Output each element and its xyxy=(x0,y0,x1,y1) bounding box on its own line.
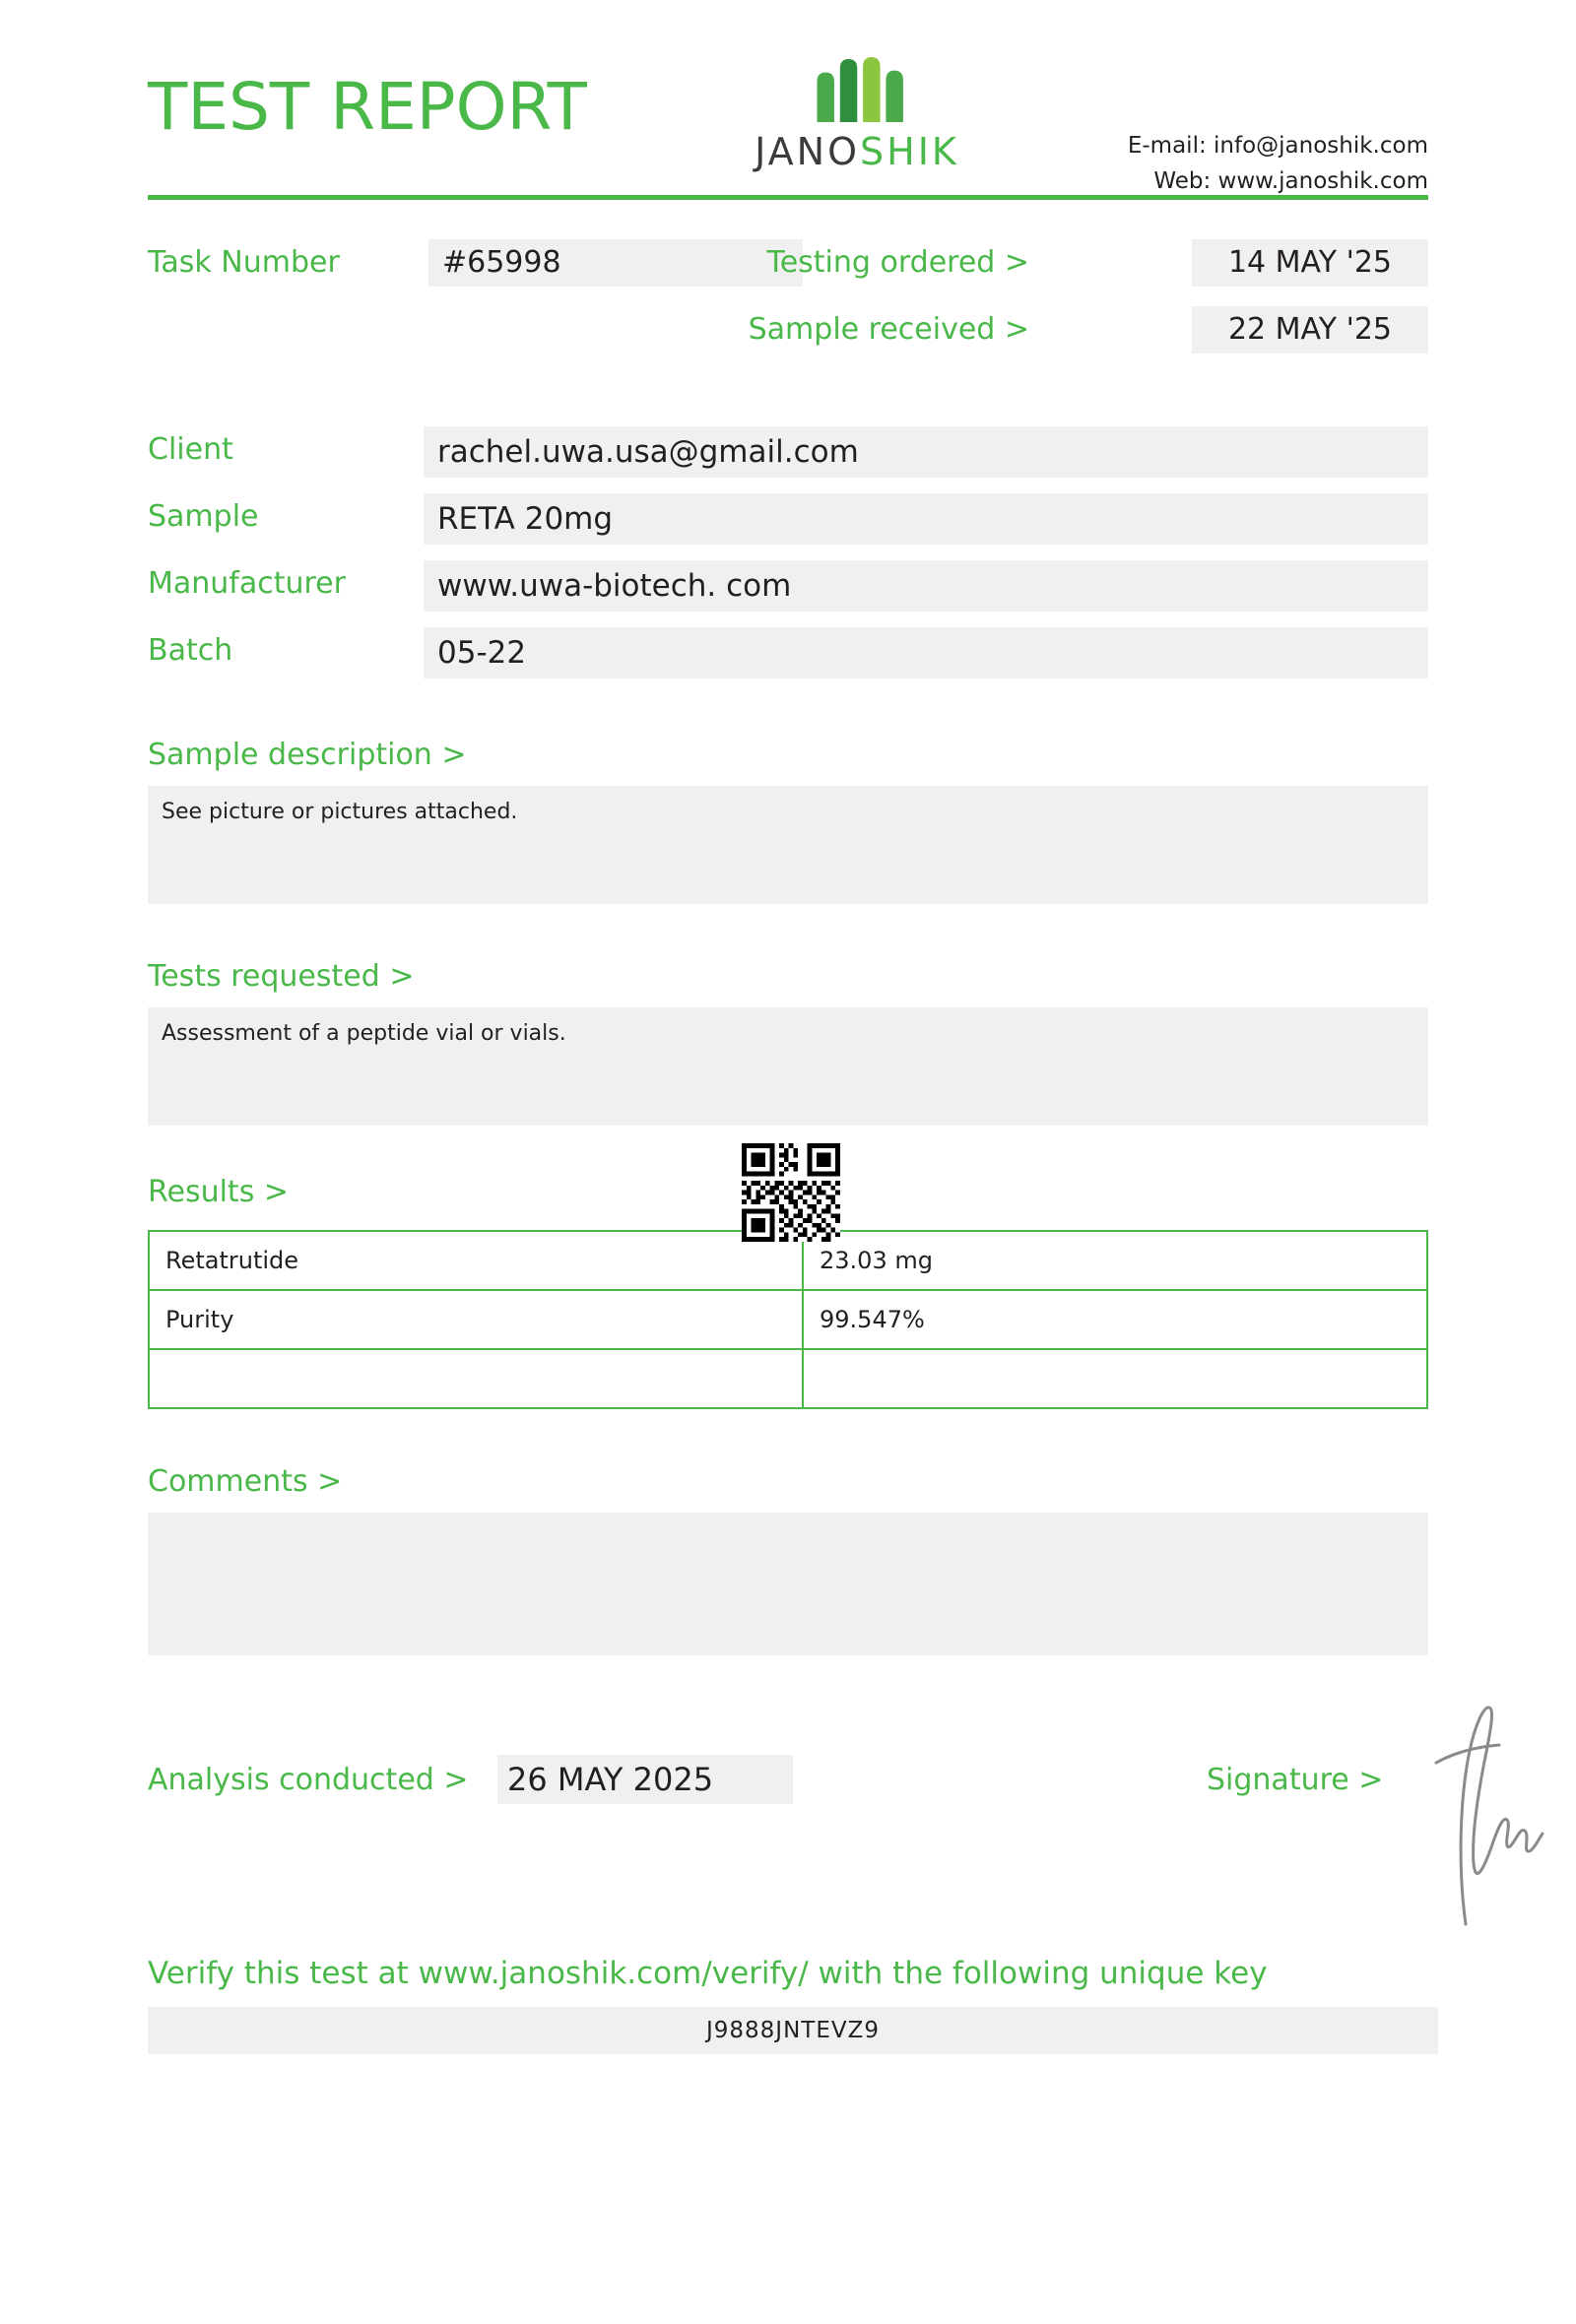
result-name-2 xyxy=(149,1349,803,1408)
results-title: Results > xyxy=(148,1175,289,1209)
result-name-0: Retatrutide xyxy=(149,1231,803,1290)
tests-requested-title: Tests requested > xyxy=(148,959,415,994)
info-row-batch xyxy=(148,627,1428,682)
result-value-0: 23.03 mg xyxy=(803,1231,1427,1290)
info-value-sample: RETA 20mg xyxy=(424,493,1428,545)
logo-wordmark-green: SHIK xyxy=(860,130,959,173)
info-value-batch: 05-22 xyxy=(424,627,1428,678)
contact-email: E-mail: info@janoshik.com xyxy=(1127,133,1428,159)
task-summary xyxy=(148,239,1428,357)
info-label-sample: Sample xyxy=(148,499,259,534)
contact-info xyxy=(1128,128,1428,199)
table-row xyxy=(149,1349,1427,1408)
logo-wordmark xyxy=(694,130,1019,173)
analysis-conducted-label: Analysis conducted > xyxy=(148,1763,469,1797)
analysis-conducted-value: 26 MAY 2025 xyxy=(497,1755,793,1804)
comments-title: Comments > xyxy=(148,1464,343,1499)
client-info xyxy=(148,426,1428,682)
results-header xyxy=(148,1175,1428,1228)
unique-key-value: J9888JNTEVZ9 xyxy=(148,2007,1438,2054)
results-table xyxy=(148,1230,1428,1409)
task-number-value: #65998 xyxy=(428,239,803,287)
info-label-client: Client xyxy=(148,432,233,467)
page-title: TEST REPORT xyxy=(148,68,587,145)
info-row-sample xyxy=(148,493,1428,549)
signature-label: Signature > xyxy=(1207,1763,1384,1797)
sample-description-title: Sample description > xyxy=(148,738,467,772)
mountain-logo-icon xyxy=(800,57,915,124)
info-row-client xyxy=(148,426,1428,482)
footer-signature-row xyxy=(148,1749,1428,1946)
contact-web: Web: www.janoshik.com xyxy=(1153,168,1428,194)
result-value-1: 99.547% xyxy=(803,1290,1427,1349)
qr-code-icon xyxy=(739,1143,843,1242)
logo-wordmark-dark: JANO xyxy=(755,130,861,173)
sample-description-text: See picture or pictures attached. xyxy=(162,800,518,824)
tests-requested-box xyxy=(148,1007,1428,1126)
info-label-batch: Batch xyxy=(148,633,233,668)
info-value-client: rachel.uwa.usa@gmail.com xyxy=(424,426,1428,478)
report-header xyxy=(148,0,1428,194)
info-label-manufacturer: Manufacturer xyxy=(148,566,346,601)
result-name-1: Purity xyxy=(149,1290,803,1349)
tests-requested-text: Assessment of a peptide vial or vials. xyxy=(162,1021,566,1046)
info-row-manufacturer xyxy=(148,560,1428,615)
testing-ordered-value: 14 MAY '25 xyxy=(1192,239,1428,287)
comments-box xyxy=(148,1513,1428,1655)
testing-ordered-label: Testing ordered > xyxy=(766,245,1029,280)
signature-icon xyxy=(1428,1690,1576,1926)
janoshik-logo xyxy=(694,57,1019,173)
table-row xyxy=(149,1290,1427,1349)
verify-text: Verify this test at www.janoshik.com/verify/ with the following unique key xyxy=(148,1956,1268,1991)
sample-description-box xyxy=(148,786,1428,904)
result-value-2 xyxy=(803,1349,1427,1408)
task-number-label: Task Number xyxy=(148,245,340,280)
info-value-manufacturer: www.uwa-biotech. com xyxy=(424,560,1428,612)
sample-received-value: 22 MAY '25 xyxy=(1192,306,1428,354)
sample-received-label: Sample received > xyxy=(748,312,1029,347)
